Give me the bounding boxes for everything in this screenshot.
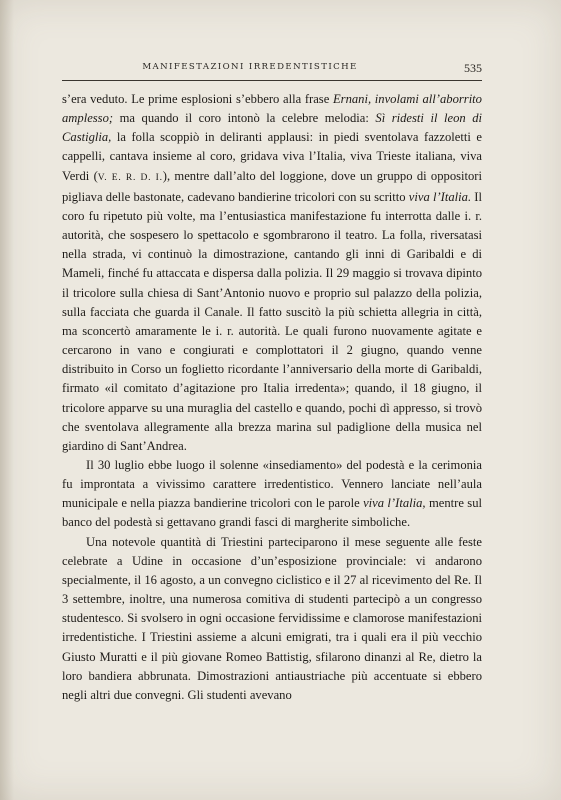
italic-quote: Ernani, involami all’aborrito amplesso;: [62, 92, 482, 126]
text-span: Una notevole quantità di Triestini parteciparono il mese seguente alle feste celebrate a Udine in occasione d’un’esposizione provinciale: vi andarono specialmente, il 16 agosto, a un convegno ciclistico e il 27 al ricevimento del Re. Il 3 settembre, inoltre, una numerosa comitiva di studenti partecipò a un congresso studentesco. Si svolsero in ogni occasione fervidissime e clamorose manifestazioni irredentistiche. I Triestini assieme a alcuni emigrati, tra i quali era il più vecchio Giusto Muratti e il più giovane Romeo Battistig, sfilarono dinanzi al Re, dietro la loro bandiera abbrunata. Dimostrazioni antiaustriache più accentuate si ebbero negli altri due convegni. Gli studenti avevano: [62, 534, 482, 702]
text-span: Il 30 luglio ebbe luogo il solenne «insediamento» del podestà e la cerimonia fu improntata a vivissimo carattere irredentistico. Vennero lanciate nell’aula municipale e nella piazza bandierine tricolori con le parole: [62, 457, 482, 511]
running-head: MANIFESTAZIONI IRREDENTISTICHE: [142, 62, 358, 72]
small-caps-text: V. E. R. D. I.: [97, 172, 163, 183]
text-span: ), mentre dall’alto del loggione, dove un gruppo di oppositori pigliava delle bastonate, cadevano bandierine tricolori con su scritto: [62, 168, 483, 204]
text-span: Il coro fu ripetuto più volte, ma l’entusiastica manifestazione fu interrotta dalle i. r. autorità, che sospesero lo spettacolo e sgombrarono il teatro. La folla, riversatasi nella strada, vi continuò la dimostrazione, cantando gli inni di Garibaldi e di Mameli, finché fu attaccata e dispersa dalla polizia. Il 29 maggio si trovava dipinto il tricolore sulla chiesa di Sant’Antonio nuovo e proprio sul palazzo della polizia, sulla facciata che guarda il Canale. Il fatto suscitò la più schietta allegria in città, ma sconcertò amaramente le i. r. autorità. Le quali furono nuovamente agitate e cercarono in vano e congiurati e complottatori il 2 giugno, quando venne distribuito in Corso un foglietto ricordante l’anniversario della morte di Garibaldi, firmato «il comitato d’agitazione pro Italia irredenta»; quando, il 18 giugno, il tricolore apparve su una muraglia del castello e quando, pochi dì appresso, si trovò che sventolava allegramente alla brezza marina sul padiglione della musica nel giardino di Sant’Andrea.: [62, 189, 482, 453]
paragraph-1: [62, 90, 482, 456]
paragraph-3: [62, 533, 482, 705]
page-number: 535: [464, 61, 482, 75]
body-text: [62, 90, 482, 705]
header-rule: [62, 80, 482, 81]
page-header: [62, 62, 482, 80]
italic-quote: viva l’Italia,: [363, 496, 426, 511]
italic-quote: Sì ridesti il leon di Castiglia,: [62, 111, 482, 145]
text-span: ma quando il coro intonò la celebre melodia:: [113, 111, 376, 126]
text-span: la folla scoppiò in deliranti applausi: in piedi sventolava fazzoletti e cappelli, cantava insieme al coro, gridava viva l’Italia, viva Trieste italiana, viva Verdi (: [62, 130, 482, 183]
text-span: s’era veduto. Le prime esplosioni s’ebbero alla frase: [62, 92, 333, 106]
text-span: mentre sul banco del podestà si gettavano grandi fasci di margherite simboliche.: [62, 496, 482, 530]
paragraph-2: [62, 456, 482, 533]
italic-quote: viva l’Italia.: [408, 189, 472, 204]
